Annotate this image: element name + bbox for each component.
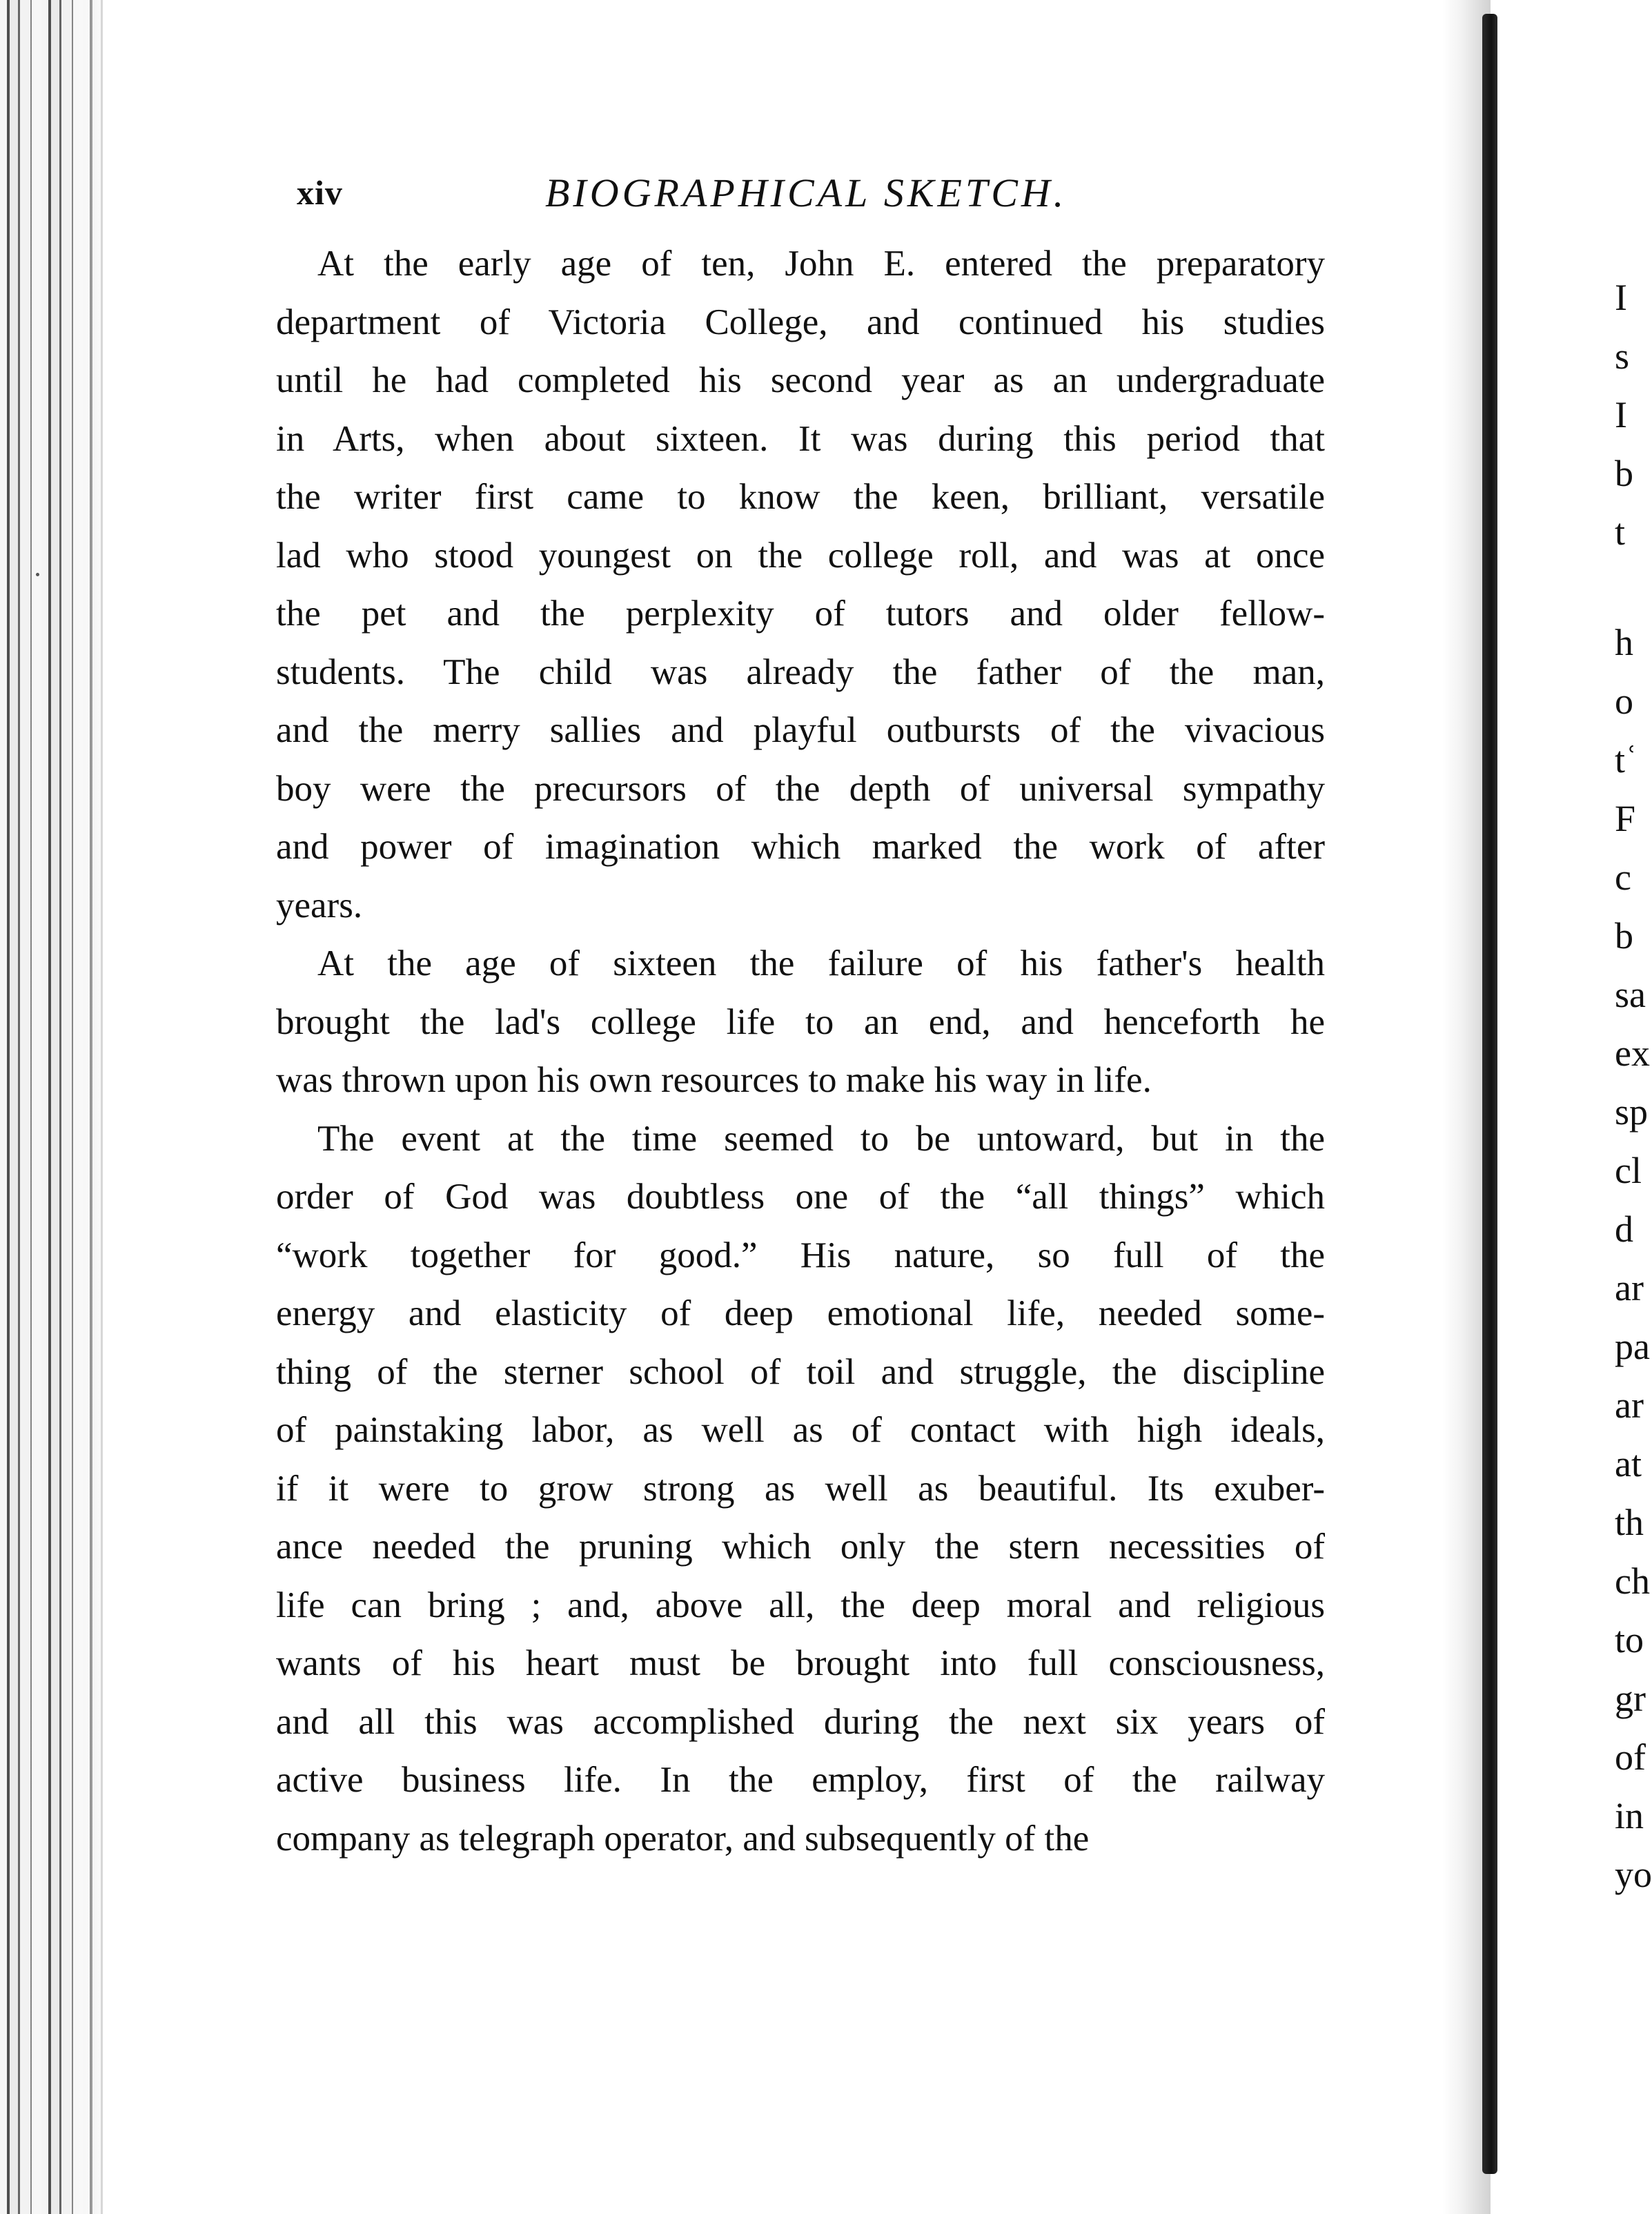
- facing-page-fragment: sp: [1615, 1091, 1649, 1133]
- text-line: department of Victoria College, and continued his studies: [276, 302, 1325, 342]
- facing-page-fragment: I: [1615, 394, 1627, 435]
- text-line: and power of imagination which marked the work of after: [276, 827, 1325, 867]
- facing-page-fragment: b: [1615, 915, 1633, 957]
- text-line: and all this was accomplished during the next six years of: [276, 1701, 1325, 1742]
- facing-page-fragment: ex: [1615, 1032, 1650, 1074]
- paragraph: [276, 934, 1325, 1110]
- facing-page-fragment: t: [1615, 511, 1626, 553]
- facing-page-fragment: ar: [1615, 1267, 1644, 1309]
- facing-page-fragment: cl: [1615, 1150, 1642, 1191]
- facing-page-fragment: c: [1615, 856, 1631, 898]
- text-line: students. The child was already the father of the man,: [276, 652, 1325, 692]
- facing-page-fragment: ar: [1615, 1384, 1644, 1426]
- body-text: [276, 235, 1325, 1868]
- facing-page-fragment: h: [1615, 622, 1633, 663]
- page-number: xiv: [297, 173, 343, 212]
- text-line: life can bring ; and, above all, the deep moral and religious: [276, 1585, 1325, 1625]
- text-line: energy and elasticity of deep emotional life, needed some-: [276, 1293, 1325, 1333]
- text-line: in Arts, when about sixteen. It was during this period that: [276, 418, 1325, 459]
- facing-page-fragment: at: [1615, 1443, 1642, 1485]
- facing-page-fragment: F: [1615, 798, 1636, 839]
- facing-page-fragment: of: [1615, 1736, 1646, 1778]
- text-line: wants of his heart must be brought into full consciousness,: [276, 1643, 1325, 1683]
- running-title: BIOGRAPHICAL SKETCH.: [545, 170, 1068, 215]
- facing-page-fragment: I: [1615, 277, 1627, 318]
- facing-page-fragment: pa: [1615, 1326, 1650, 1367]
- text-line: was thrown upon his own resources to make his way in life.: [276, 1060, 1152, 1100]
- text-line: “work together for good.” His nature, so full of the: [276, 1235, 1325, 1275]
- text-line: At the age of sixteen the failure of his father's health: [317, 943, 1325, 983]
- text-line: the pet and the perplexity of tutors and older fellow-: [276, 594, 1325, 634]
- text-line: lad who stood youngest on the college roll, and was at once: [276, 535, 1325, 576]
- book-gutter: [1482, 14, 1497, 2174]
- facing-page-fragment: th: [1615, 1502, 1644, 1543]
- facing-page-fragment: to: [1615, 1619, 1644, 1660]
- text-line: if it were to grow strong as well as beautiful. Its exuber-: [276, 1468, 1325, 1509]
- text-line: At the early age of ten, John E. entered the preparatory: [317, 244, 1325, 284]
- left-page: [276, 170, 1325, 1868]
- facing-page-fragment: gr: [1615, 1678, 1646, 1719]
- text-line: and the merry sallies and playful outbursts of the vivacious: [276, 710, 1325, 750]
- text-line: of painstaking labor, as well as of contact with high ideals,: [276, 1410, 1325, 1450]
- text-line: until he had completed his second year as an undergraduate: [276, 360, 1325, 400]
- facing-page-fragment: yo: [1615, 1854, 1652, 1895]
- text-line: The event at the time seemed to be untoward, but in the: [317, 1118, 1325, 1159]
- page-edge-fade: [0, 0, 110, 2214]
- scan-speck: [36, 573, 39, 576]
- facing-page-fragment: d: [1615, 1208, 1633, 1250]
- text-line: company as telegraph operator, and subsequently of the: [276, 1818, 1090, 1859]
- text-line: order of God was doubtless one of the “all things” which: [276, 1177, 1325, 1217]
- facing-page-fragment: s: [1615, 335, 1630, 377]
- paragraph: [276, 1110, 1325, 1868]
- facing-page-fragment: sa: [1615, 974, 1646, 1015]
- facing-page-fragment: b: [1615, 453, 1633, 494]
- facing-page-fragment: o: [1615, 680, 1633, 722]
- text-line: the writer first came to know the keen, brilliant, versatile: [276, 477, 1325, 517]
- text-line: ance needed the pruning which only the stern necessities of: [276, 1527, 1325, 1567]
- facing-page-fragment: ch: [1615, 1560, 1650, 1602]
- facing-page-fragment: in: [1615, 1795, 1644, 1836]
- text-line: active business life. In the employ, first of the railway: [276, 1760, 1325, 1800]
- text-line: years.: [276, 885, 363, 925]
- text-line: boy were the precursors of the depth of universal sympathy: [276, 768, 1325, 809]
- facing-page: [1497, 0, 1631, 2214]
- facing-page-fragment: tʿ: [1615, 739, 1638, 781]
- text-line: brought the lad's college life to an end, and henceforth he: [276, 1001, 1325, 1042]
- text-line: thing of the sterner school of toil and struggle, the discipline: [276, 1351, 1325, 1392]
- running-header: [276, 170, 1325, 235]
- paragraph: [276, 235, 1325, 934]
